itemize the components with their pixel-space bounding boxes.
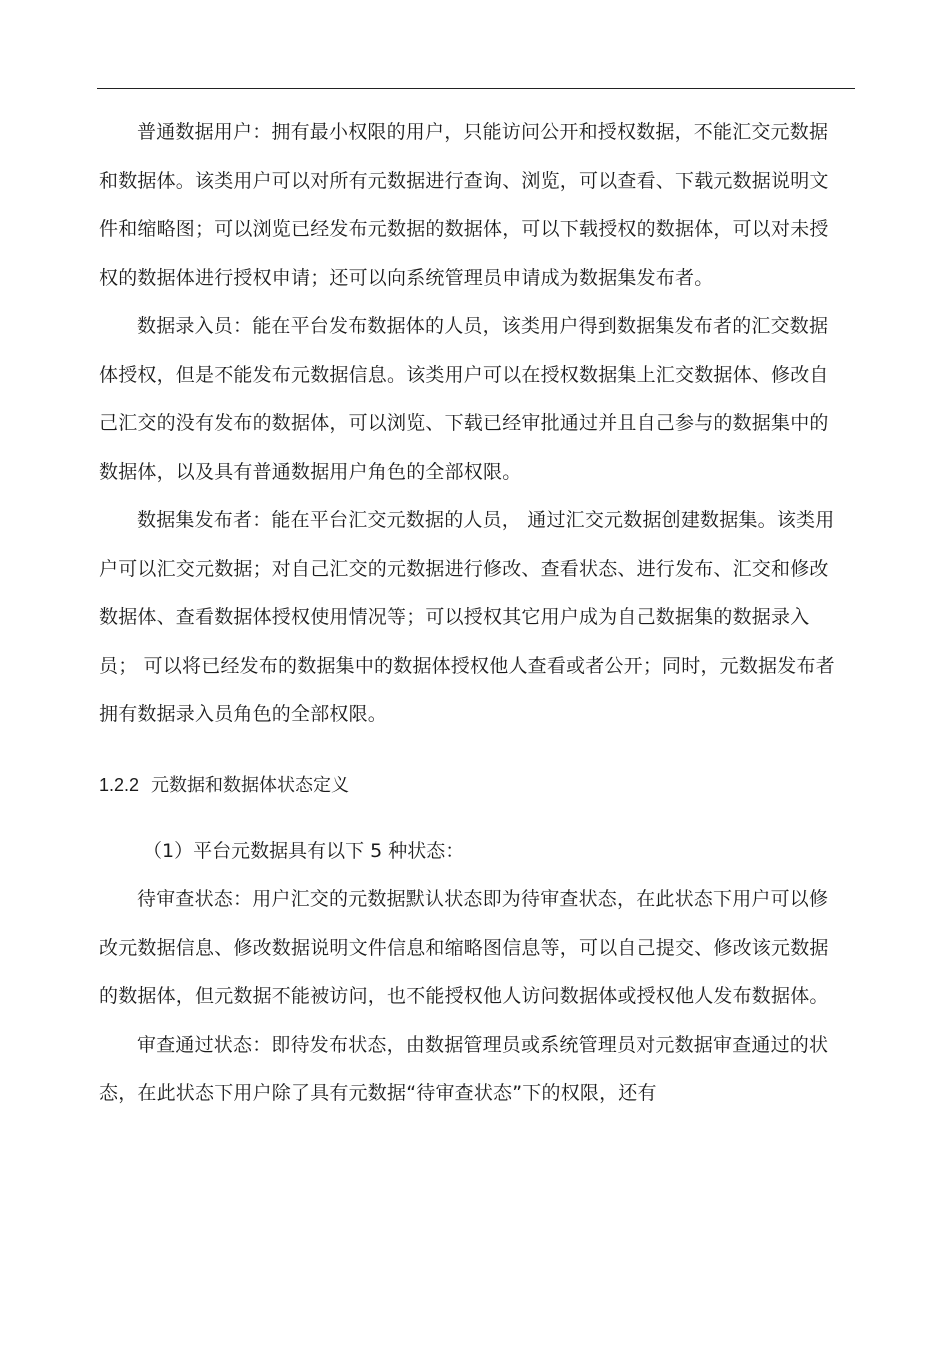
paragraph-review-passed: 审查通过状态：即待发布状态，由数据管理员或系统管理员对元数据审查通过的状态，在此状态下用户除了具有元数据“待审查状态”下的权限，还有 xyxy=(99,1033,829,1104)
paragraph-regular-user: 普通数据用户：拥有最小权限的用户，只能访问公开和授权数据，不能汇交元数据和数据体。该类用户可以对所有元数据进行查询、浏览，可以查看、下载元数据说明文件和缩略图；可以浏览已经发布元数据的数据体，可以下载授权的数据体，可以对未授权的数据体进行授权申请；还可以向系统管理员申请成为数据集发布者。 xyxy=(99,121,829,289)
section-title: 元数据和数据体状态定义 xyxy=(151,774,350,795)
list-item-states: （1）平台元数据具有以下 5 种状态： xyxy=(143,839,465,862)
section-heading xyxy=(99,761,844,809)
section-number: 1.2.2 xyxy=(99,774,140,795)
document-body xyxy=(99,108,844,1118)
paragraph-data-entry-user: 数据录入员：能在平台发布数据体的人员，该类用户得到数据集发布者的汇交数据体授权，但是不能发布元数据信息。该类用户可以在授权数据集上汇交数据体、修改自己汇交的没有发布的数据体，可以浏览、下载已经审批通过并且自己参与的数据集中的数据体，以及具有普通数据用户角色的全部权限。 xyxy=(99,315,829,483)
paragraph-pending-review: 待审查状态：用户汇交的元数据默认状态即为待审查状态，在此状态下用户可以修改元数据信息、修改数据说明文件信息和缩略图信息等，可以自己提交、修改该元数据的数据体，但元数据不能被访问，也不能授权他人访问数据体或授权他人发布数据体。 xyxy=(99,888,829,1007)
header-rule xyxy=(97,88,855,89)
paragraph-dataset-publisher: 数据集发布者：能在平台汇交元数据的人员， 通过汇交元数据创建数据集。该类用户可以汇交元数据；对自己汇交的元数据进行修改、查看状态、进行发布、汇交和修改数据体、查看数据体授权使用情况等；可以授权其它用户成为自己数据集的数据录入员； 可以将已经发布的数据集中的数据体授权他人查看或者公开；同时，元数据发布者拥有数据录入员角色的全部权限。 xyxy=(99,509,835,725)
